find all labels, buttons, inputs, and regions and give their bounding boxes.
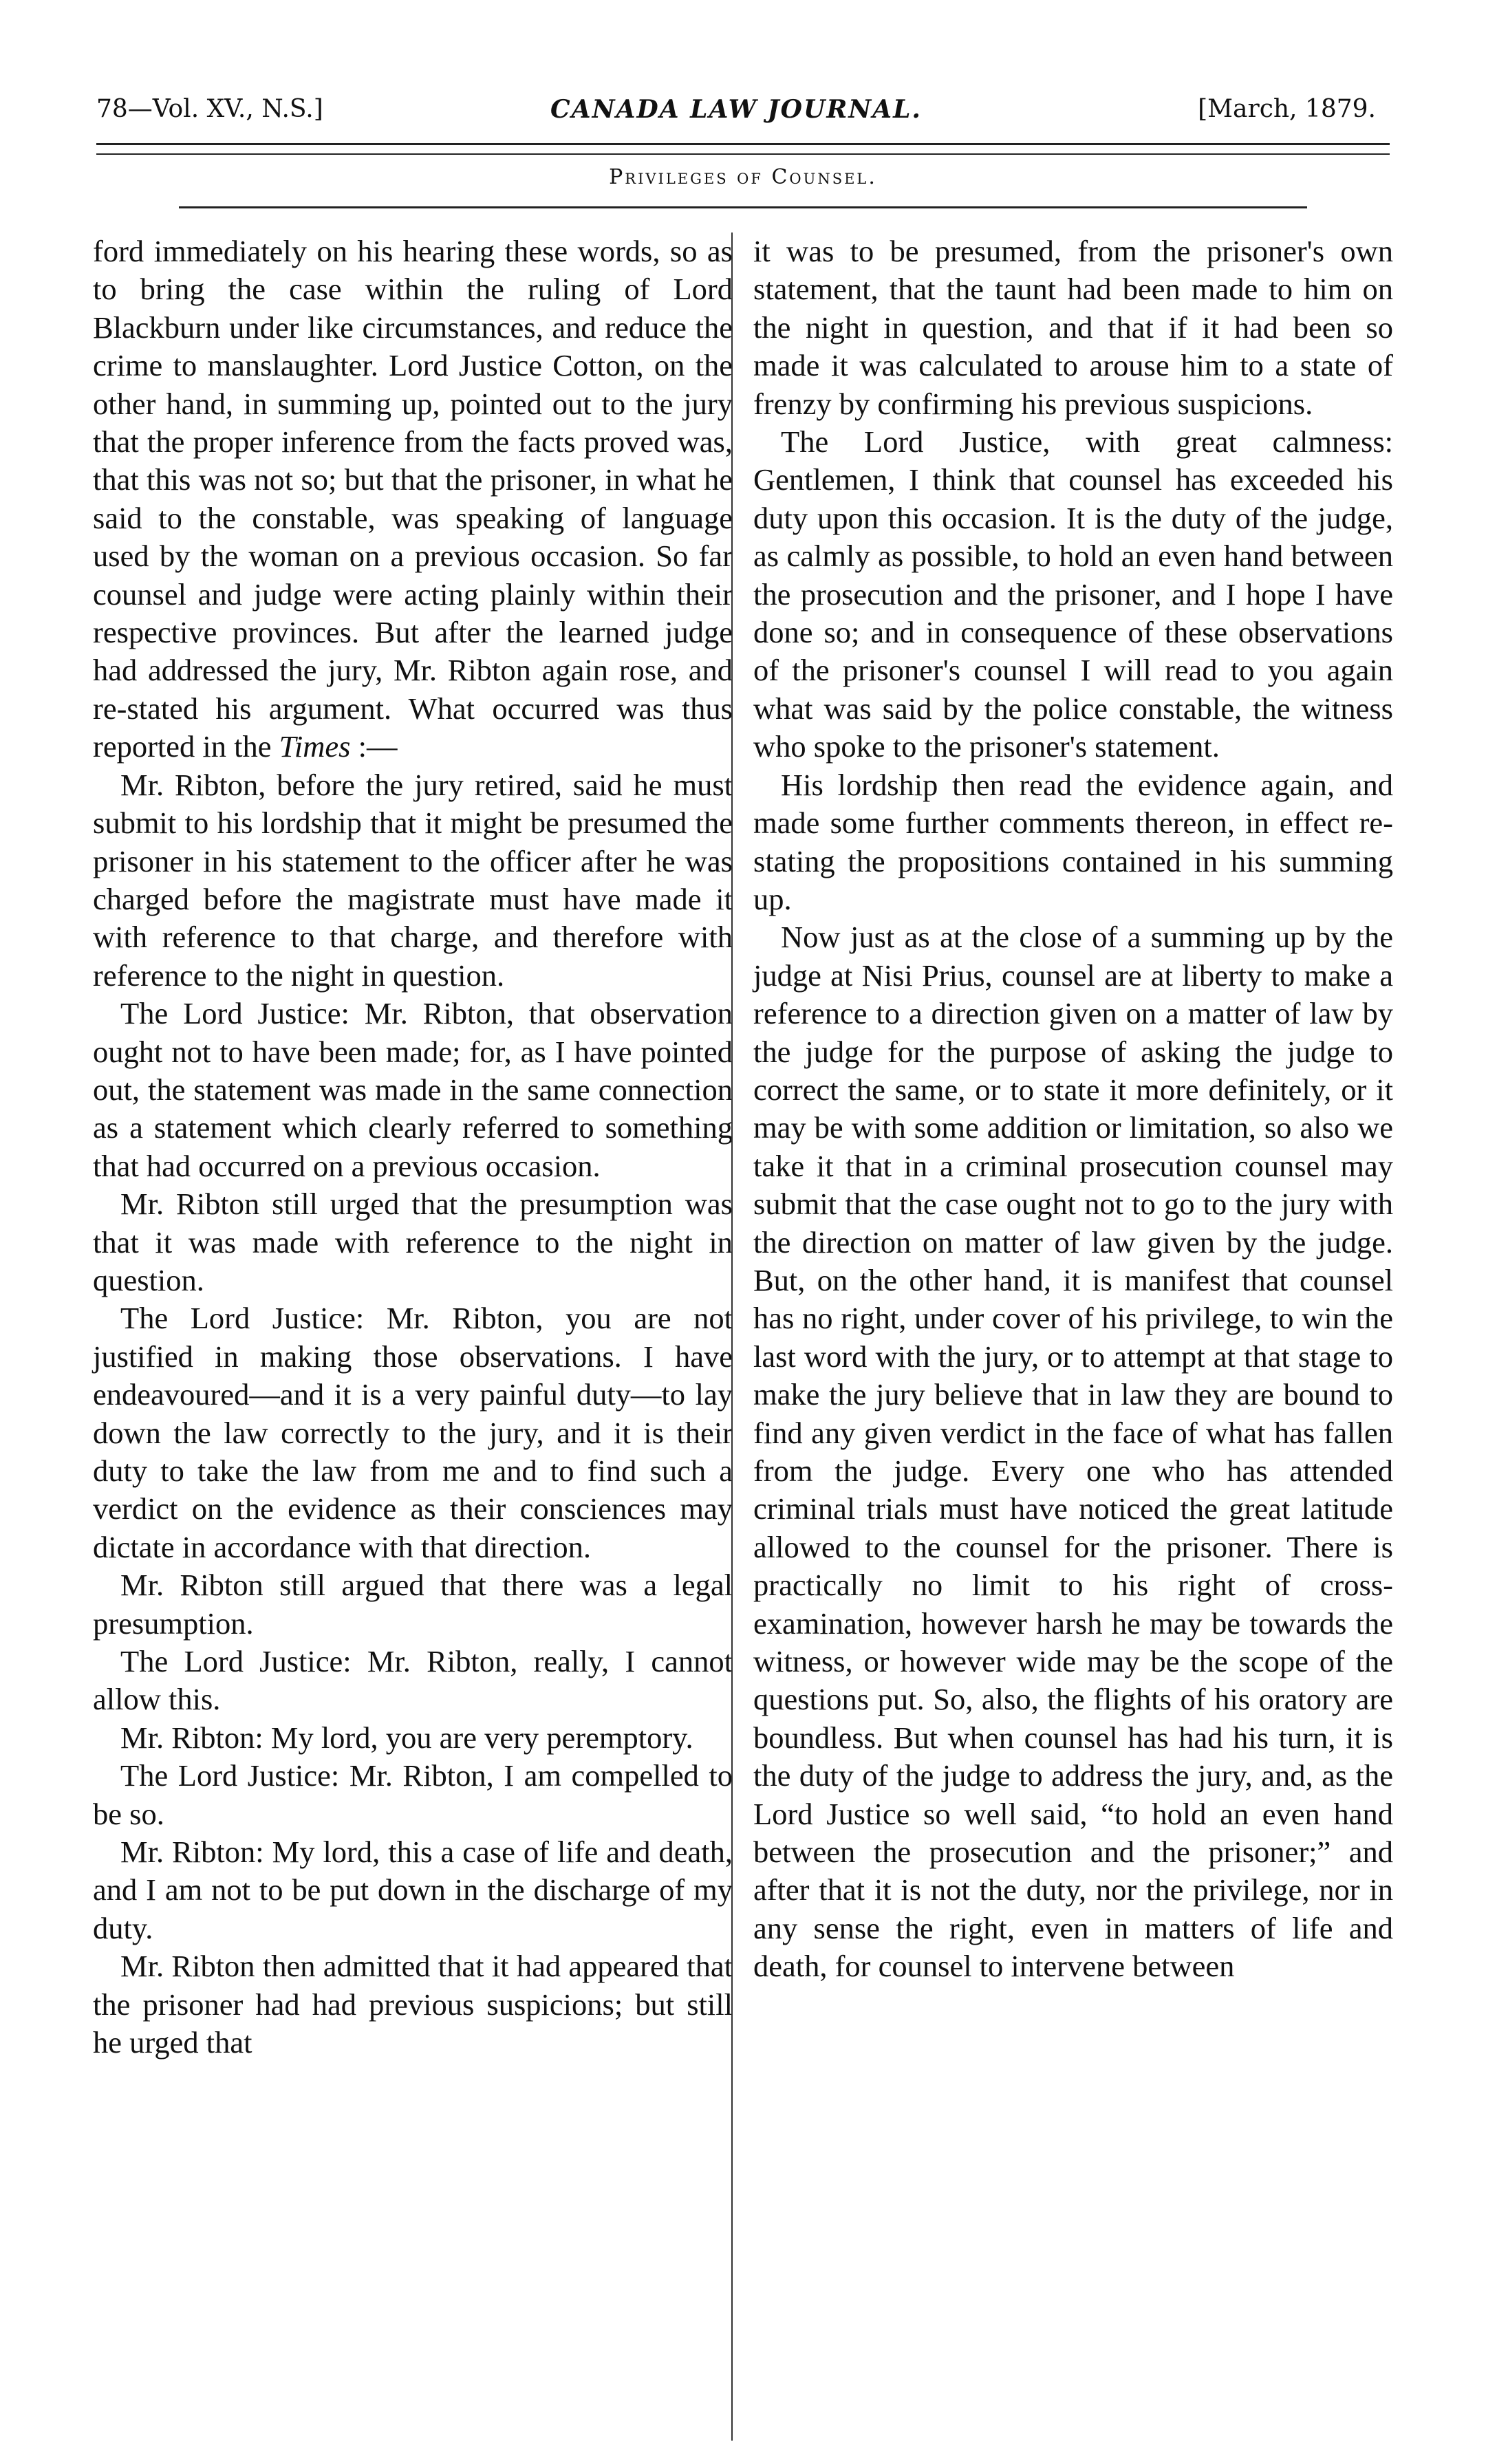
paragraph: The Lord Justice: Mr. Ribton, you are not justified in making those observations. I have endeavoured—and it is a very painful duty—to lay down the law correctly to the jury, and it is their duty to take the law from me and to find such a verdict on the evidence as their consciences may dictate in accordance with that direction. — [93, 1301, 733, 1564]
paragraph: Mr. Ribton still urged that the presumption was that it was made with reference to the night in question. — [93, 1187, 733, 1297]
paragraph: The Lord Justice: Mr. Ribton, I am compelled to be so. — [93, 1758, 733, 1831]
paragraph: The Lord Justice: Mr. Ribton, that observation ought not to have been made; for, as I have pointed out, the statement was made in the same connection as a statement which clearly referred to something that had occurred on a previous occasion. — [93, 996, 733, 1183]
paragraph: it was to be presumed, from the prisoner's own statement, that the taunt had been made to him on the night in question, and that if it had been so made it was calculated to arouse him to a state of frenzy by confirming his previous suspicions. — [753, 234, 1393, 421]
issue-date: [March, 1879. — [1198, 95, 1376, 123]
running-head — [96, 95, 1376, 136]
paragraph: His lordship then read the evidence again, and made some further comments thereon, in effect re-stating the propositions contained in his summing up. — [753, 767, 1393, 916]
page-volume-label: 78—Vol. XV., N.S.] — [96, 95, 323, 123]
paragraph: Mr. Ribton, before the jury retired, said he must submit to his lordship that it might be presumed the prisoner in his statement to the officer after he was charged before the magistrate must have made it with reference to that charge, and therefore with reference to the night in question. — [93, 767, 733, 993]
paragraph: Mr. Ribton: My lord, you are very peremptory. — [120, 1720, 693, 1755]
section-title: Privileges of Counsel. — [609, 165, 877, 189]
left-column — [93, 233, 733, 2062]
journal-title: CANADA LAW JOURNAL. — [550, 95, 922, 124]
paragraph: Mr. Ribton: My lord, this a case of life and death, and I am not to be put down in the discharge of my duty. — [93, 1835, 733, 1945]
paragraph: ford immediately on his hearing these words, so as to bring the case within the ruling of Lord Blackburn under like circumstances, and reduce the crime to manslaughter. Lord Justice Cotton, on the other hand, in summing up, pointed out to the jury that the proper inference from the facts proved was, that this was not so; but that the prisoner, in what he said to the constable, was speaking of language used by the woman on a previous occasion. So far counsel and judge were acting plainly within their respective provinces. But after the learned judge had addressed the jury, Mr. Ribton again rose, and re-stated his argument. What occurred was thus reported in the Times :— — [93, 234, 733, 764]
paragraph: The Lord Justice, with great calmness: Gentlemen, I think that counsel has exceeded his duty upon this occasion. It is the duty of the judge, as calmly as possible, to hold an even hand between the prosecution and the prisoner, and I hope I have done so; and in consequence of these observations of the prisoner's counsel I will read to you again what was said by the police constable, the witness who spoke to the prisoner's statement. — [753, 424, 1393, 764]
paragraph: Now just as at the close of a summing up by the judge at Nisi Prius, counsel are at liberty to make a reference to a direction given on a matter of law by the judge for the purpose of asking the judge to correct the same, or to state it more definitely, or it may be with some addition or limitation, so also we take it that in a criminal prosecution counsel may submit that the case ought not to go to the jury with the direction on matter of law given by the judge. But, on the other hand, it is manifest that counsel has no right, under cover of his privilege, to win the last word with the jury, or to attempt at that stage to make the jury believe that in law they are bound to find any given verdict in the face of what has fallen from the judge. Every one who has attended criminal trials must have noticed the great latitude allowed to the counsel for the prisoner. There is practically no limit to his right of cross-examination, however harsh he may be towards the witness, or however wide may be the scope of the questions put. So, also, the flights of his oratory are boundless. But when counsel has had his turn, it is the duty of the judge to address the jury, and, as the Lord Justice so well said, “to hold an even hand between the prosecution and the prisoner;” and after that it is not the duty, nor the privilege, nor in any sense the right, even in matters of life and death, for counsel to intervene between — [753, 920, 1393, 1984]
right-column — [753, 233, 1393, 1986]
header-double-rule — [96, 143, 1390, 155]
column-divider — [731, 233, 733, 2441]
paragraph: Mr. Ribton still argued that there was a legal presumption. — [93, 1568, 733, 1641]
paragraph: Mr. Ribton then admitted that it had appeared that the prisoner had had previous suspicions; but still he urged that — [93, 1949, 733, 2060]
section-rule — [179, 206, 1307, 208]
paragraph: The Lord Justice: Mr. Ribton, really, I cannot allow this. — [93, 1644, 733, 1717]
